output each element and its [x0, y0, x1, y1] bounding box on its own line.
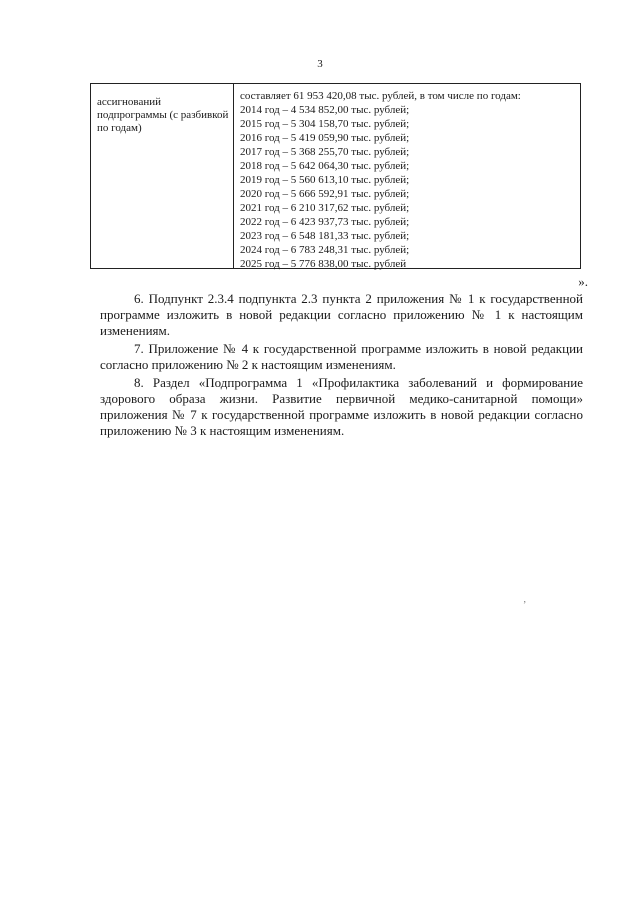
table-year-row: 2017 год – 5 368 255,70 тыс. рублей;: [240, 146, 410, 158]
table-year-row: 2018 год – 5 642 064,30 тыс. рублей;: [240, 160, 410, 172]
paragraph-6: 6. Подпункт 2.3.4 подпункта 2.3 пункта 2 приложения № 1 к государственной программе изложить в новой редакции согласно приложению № 1 к настоящим изменениям.: [100, 291, 583, 338]
table-label-cell: ассигнований подпрограммы (с разбивкой по годам): [91, 84, 234, 268]
budget-table: [90, 83, 581, 269]
paragraph-8: 8. Раздел «Подпрограмма 1 «Профилактика заболеваний и формирование здорового образа жизни. Развитие первичной медико-санитарной помощи» приложения № 7 к государственной программе изложить в новой редакции согласно приложению № 3 к настоящим изменениям.: [100, 375, 583, 438]
amendment-text: [100, 291, 583, 441]
table-year-row: 2021 год – 6 210 317,62 тыс. рублей;: [240, 202, 410, 214]
table-year-row: 2014 год – 4 534 852,00 тыс. рублей;: [240, 104, 410, 116]
table-year-row: 2016 год – 5 419 059,90 тыс. рублей;: [240, 132, 410, 144]
table-year-row: 2024 год – 6 783 248,31 тыс. рублей;: [240, 244, 410, 256]
page-number: 3: [317, 58, 323, 70]
table-year-row: 2022 год – 6 423 937,73 тыс. рублей;: [240, 216, 410, 228]
paragraph-7: 7. Приложение № 4 к государственной программе изложить в новой редакции согласно приложению № 2 к настоящим изменениям.: [100, 341, 583, 372]
table-total: составляет 61 953 420,08 тыс. рублей, в том числе по годам:: [240, 90, 521, 102]
closing-quote: ».: [578, 274, 588, 289]
table-year-row: 2025 год – 5 776 838,00 тыс. рублей: [240, 258, 407, 270]
table-year-row: 2019 год – 5 560 613,10 тыс. рублей;: [240, 174, 410, 186]
stray-mark: ʼ: [523, 600, 527, 611]
table-year-row: 2023 год – 6 548 181,33 тыс. рублей;: [240, 230, 410, 242]
table-year-row: 2015 год – 5 304 158,70 тыс. рублей;: [240, 118, 410, 130]
table-year-row: 2020 год – 5 666 592,91 тыс. рублей;: [240, 188, 410, 200]
table-values-cell: [234, 84, 580, 268]
